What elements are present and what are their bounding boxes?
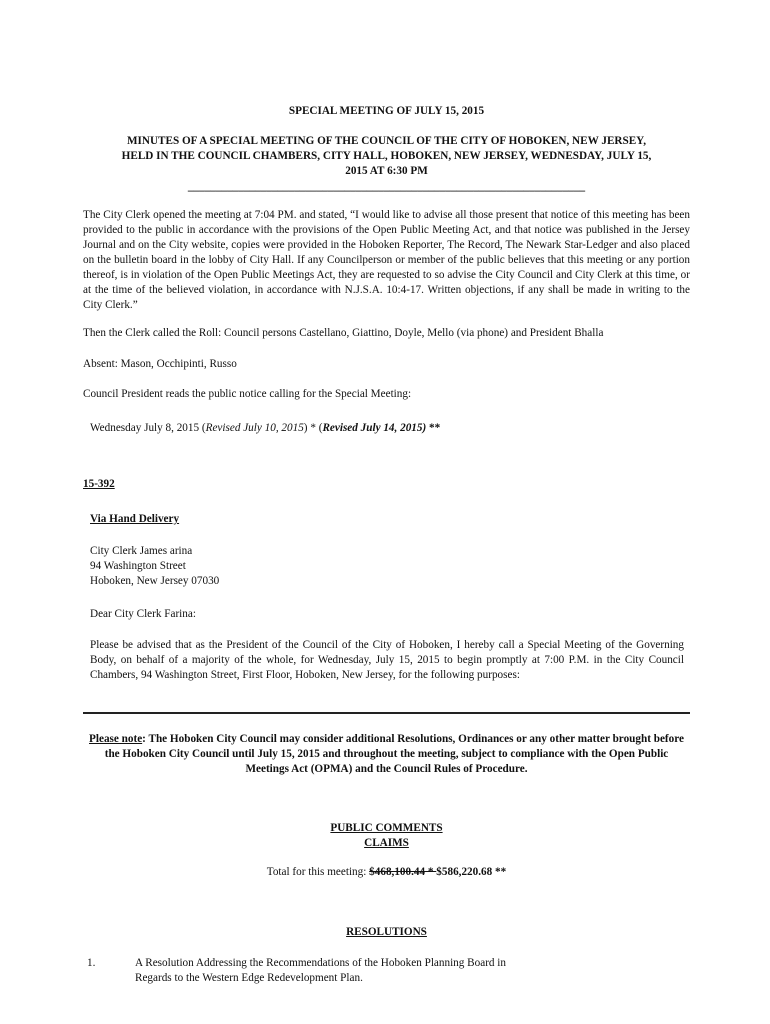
resolution-text-line: Regards to the Western Edge Redevelopment Plan. [135, 972, 363, 984]
please-note-label: Please note [89, 733, 143, 745]
resolution-text-line: A Resolution Addressing the Recommendations of the Hoboken Planning Board in [135, 957, 507, 969]
resolutions-heading: RESOLUTIONS [346, 926, 427, 938]
roll-call: Then the Clerk called the Roll: Council persons Castellano, Giattino, Doyle, Mello (via phone) and President Bhalla [83, 327, 604, 339]
item-number: 15-392 [83, 478, 115, 490]
address-block [90, 544, 690, 589]
please-note-text: : The Hoboken City Council may consider additional Resolutions, Ordinances or any other matter brought before the Hoboken City Council until July 15, 2015 and throughout the meeting, subject to compliance with the Open Public Meetings Act (OPMA) and the Council Rules of Procedure. [104, 733, 684, 775]
please-note [83, 732, 690, 777]
notice-date-text: Wednesday July 8, 2015 ( [90, 422, 206, 434]
claims-total-struck: $468,100.44 * [369, 866, 437, 878]
claims-total [83, 865, 690, 880]
address-line: 94 Washington Street [90, 560, 186, 572]
separator-line: _______________________________________________________________________ [187, 181, 586, 193]
horizontal-rule [83, 712, 690, 714]
salutation: Dear City Clerk Farina: [90, 608, 196, 620]
president-reads: Council President reads the public notice calling for the Special Meeting: [83, 388, 412, 400]
address-line: Hoboken, New Jersey 07030 [90, 575, 220, 587]
public-comments-title: PUBLIC COMMENTS [330, 822, 443, 834]
claims-total-value: $586,220.68 ** [436, 866, 507, 878]
absent-list: Absent: Mason, Occhipinti, Russo [83, 358, 237, 370]
minutes-heading-line: MINUTES OF A SPECIAL MEETING OF THE COUNCIL OF THE CITY OF HOBOKEN, NEW JERSEY, [126, 135, 647, 147]
minutes-heading-line: HELD IN THE COUNCIL CHAMBERS, CITY HALL, HOBOKEN, NEW JERSEY, WEDNESDAY, JULY 15, [121, 150, 652, 162]
address-line: City Clerk James arina [90, 545, 193, 557]
minutes-heading-line: 2015 AT 6:30 PM [345, 165, 428, 177]
claims-total-label: Total for this meeting: [266, 866, 370, 878]
opening-statement: The City Clerk opened the meeting at 7:04 PM. and stated, “I would like to advise all those present that notice of this meeting has been provided to the public in accordance with the provisions of the Open Public Meeting Act, and that notice was published in the Jersey Journal and on the City website, copies were provided in the Hoboken Reporter, The Record, The Newark Star-Ledger and also placed on the bulletin board in the lobby of City Hall. If any Councilperson or member of the public believes that this meeting or any portion thereof, is in violation of the Open Public Meetings Act, they are requested to so advise the City Council and City Clerk at this time, or at the time of the believed violation, in accordance with N.J.S.A. 10:4-17. Written objections, if any shall be made in writing to the City Clerk.” [83, 209, 690, 311]
minutes-heading [83, 134, 690, 179]
public-comments-heading [83, 821, 690, 851]
claims-title: CLAIMS [364, 837, 409, 849]
resolution-text [135, 956, 690, 986]
notice-revised-1: Revised July 10, 2015 [205, 422, 304, 434]
via-hand-delivery: Via Hand Delivery [90, 513, 180, 525]
notice-date-middle: ) * ( [303, 422, 323, 434]
letter-body: Please be advised that as the President of the Council of the City of Hoboken, I hereby call a Special Meeting of the Governing Body, on behalf of a majority of the whole, for Wednesday, July 15, 2015 to begin promptly at 7:00 P.M. in the City Council Chambers, 94 Washington Street, First Floor, Hoboken, New Jersey, for the following purposes: [90, 639, 684, 681]
notice-date [90, 421, 690, 436]
resolution-number: 1. [87, 957, 96, 969]
meeting-title: SPECIAL MEETING OF JULY 15, 2015 [288, 105, 485, 117]
notice-revised-2: Revised July 14, 2015) [322, 422, 427, 434]
notice-date-suffix: ** [426, 422, 441, 434]
